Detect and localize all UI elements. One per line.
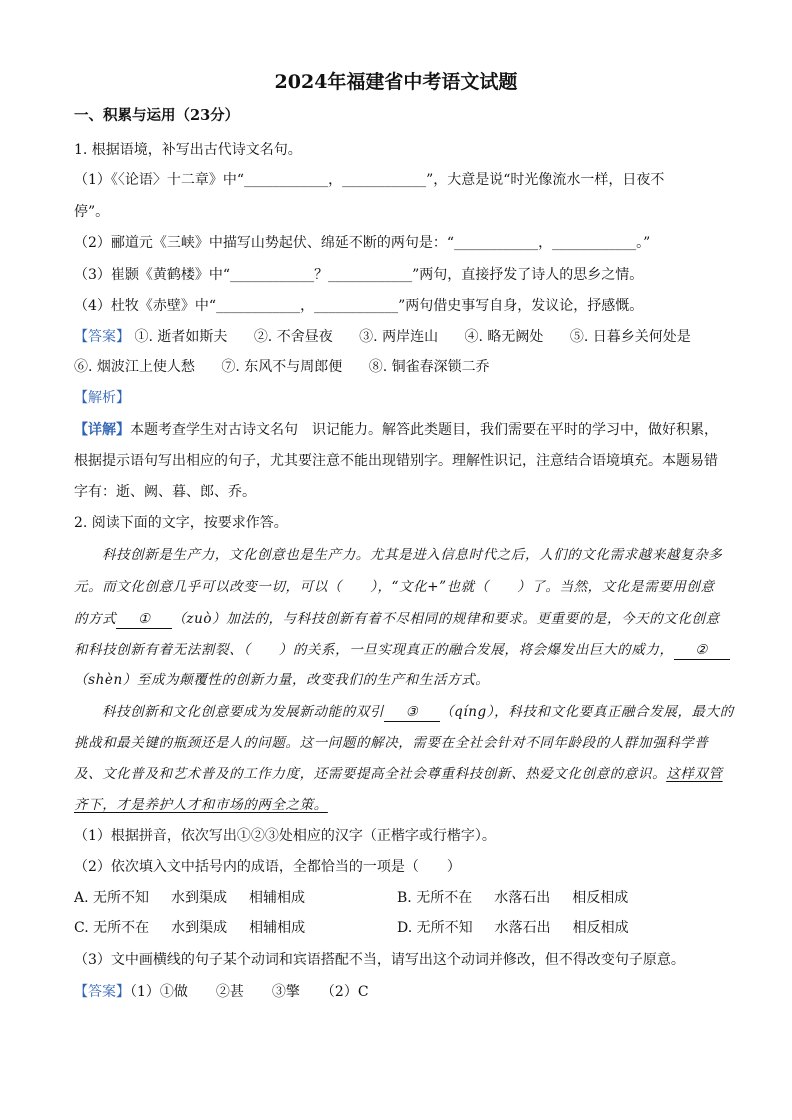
answer-item: ①. 逝者如斯夫 — [134, 329, 228, 345]
passage-text: 科技创新和文化创意要成为发展新动能的双引 — [102, 704, 384, 720]
answer-item: ⑤. 日暮乡关何处是 — [569, 329, 691, 345]
q2-sub2: （2）依次填入文中括号内的成语，全都恰当的一项是（ ） — [74, 859, 461, 875]
passage-p2-line4 — [74, 795, 328, 815]
option-letter: C. — [74, 920, 89, 936]
detail-text: 本题考查学生对古诗文名句 识记能力。解答此类题目，我们需要在平时的学习中，做好积累， — [130, 422, 718, 438]
q1-item1-line2: 停”。 — [74, 204, 110, 220]
blank-1: ① — [116, 611, 172, 629]
passage-p1-line2: 元。而文化创意几乎可以改变一切，可以（ ），“文化+”也就（ ）了。当然，文化是需要用创意 — [74, 579, 715, 595]
passage-p2-line2: 挑战和最关键的瓶颈还是人的问题。这一问题的解决，需要在全社会针对不同年龄段的人群加强科学普 — [74, 735, 709, 751]
q2-sub1: （1）根据拼音，依次写出①②③处相应的汉字（正楷字或行楷字）。 — [74, 828, 496, 844]
q1-answer-line1 — [74, 327, 691, 347]
answer-item: ③. 两岸连山 — [359, 329, 439, 345]
option-b — [397, 888, 628, 908]
passage-p2-line1 — [102, 702, 734, 722]
option-letter: B. — [397, 890, 412, 906]
passage-text: （qíng），科技和文化要真正融合发展，最大的 — [440, 704, 734, 720]
option-word: 相反相成 — [572, 890, 629, 906]
q2-sub3: （3）文中画横线的句子某个动词和宾语搭配不当，请写出这个动词并修改，但不得改变句子原意。 — [74, 952, 685, 968]
q2-answer — [74, 982, 369, 1002]
q1-item3: （3）崔颢《黄鹤楼》中“____________？____________”两句，直接抒发了诗人的思乡之情。 — [74, 267, 644, 283]
q1-item4: （4）杜牧《赤壁》中“____________，____________”两句借史事写自身，发议论，抒感慨。 — [74, 298, 644, 314]
answer-tag: 【答案】 — [74, 984, 130, 1000]
option-word: 水到渠成 — [171, 920, 228, 936]
blank-3: ③ — [384, 704, 440, 722]
analysis-tag: 【解析】 — [74, 390, 130, 406]
q1-item1-line1: （1）《〈论语〉十二章》中“____________，____________”，大意是说“时光像流水一样，日夜不 — [74, 172, 665, 188]
answer-item: ⑥. 烟波江上使人愁 — [74, 359, 195, 375]
document-title: 2024年福建省中考语文试题 — [274, 71, 518, 93]
passage-text: （zuò）加法的，与科技创新有着不尽相同的规律和要求。更重要的是，今天的文化创意 — [172, 611, 720, 627]
q1-item2: （2）郦道元《三峡》中描写山势起伏、绵延不断的两句是：“____________，____________。” — [74, 235, 651, 251]
option-d — [397, 918, 629, 938]
detail-tag: 【详解】 — [74, 422, 130, 438]
option-word: 相辅相成 — [249, 920, 306, 936]
passage-p1-line5: （shèn）至成为颠覆性的创新力量，改变我们的生产和生活方式。 — [74, 672, 490, 688]
option-word: 无所不知 — [93, 890, 150, 906]
option-letter: D. — [397, 920, 413, 936]
passage-p2-line3 — [74, 764, 723, 784]
answer-item: ②. 不舍昼夜 — [253, 329, 333, 345]
underlined-sentence: 齐下，才是养护人才和市场的两全之策。 — [74, 797, 328, 813]
option-word: 无所不在 — [416, 890, 473, 906]
q1-detail-line1 — [74, 420, 718, 440]
passage-p1-line1: 科技创新是生产力，文化创意也是生产力。尤其是进入信息时代之后，人们的文化需求越来越复杂多 — [102, 547, 723, 563]
q1-stem: 1. 根据语境，补写出古代诗文名句。 — [74, 142, 302, 158]
answer-item: ④. 略无阙处 — [464, 329, 544, 345]
q1-answer-line2 — [74, 357, 490, 377]
option-letter: A. — [74, 890, 89, 906]
option-c — [74, 918, 305, 938]
option-word: 相反相成 — [572, 920, 629, 936]
passage-text: 的方式 — [74, 611, 117, 627]
answer-item: ⑦. 东风不与周郎便 — [221, 359, 343, 375]
option-word: 水落石出 — [494, 920, 551, 936]
blank-2: ② — [674, 642, 730, 660]
passage-p1-line3 — [74, 609, 720, 629]
passage-p1-line4 — [74, 640, 730, 660]
underlined-sentence: 这样双管 — [666, 766, 723, 782]
passage-text: 和科技创新有着无法割裂、（ ）的关系，一旦实现真正的融合发展，将会爆发出巨大的威力， — [74, 642, 674, 658]
q2-stem: 2. 阅读下面的文字，按要求作答。 — [74, 515, 288, 531]
q1-detail-line2: 根据提示语句写出相应的句子，尤其要注意不能出现错别字。理解性识记，注意结合语境填充。本题易错 — [74, 453, 718, 469]
option-word: 水落石出 — [494, 890, 551, 906]
passage-text: 及、文化普及和艺术普及的工作力度，还需要提高全社会尊重科技创新、热爱文化创意的意识。 — [74, 766, 667, 782]
q1-detail-line3: 字有：逝、阙、暮、郎、乔。 — [74, 484, 256, 500]
section-heading: 一、积累与运用（23分） — [74, 107, 240, 124]
option-word: 相辅相成 — [249, 890, 306, 906]
answer-tag: 【答案】 — [74, 329, 130, 345]
answer-item: ⑧. 铜雀春深锁二乔 — [368, 359, 490, 375]
option-word: 水到渠成 — [171, 890, 228, 906]
option-a — [74, 888, 305, 908]
answer-text: （1）①做 ②甚 ③擎 （2）C — [130, 984, 369, 1000]
option-word: 无所不知 — [416, 920, 473, 936]
option-word: 无所不在 — [93, 920, 150, 936]
